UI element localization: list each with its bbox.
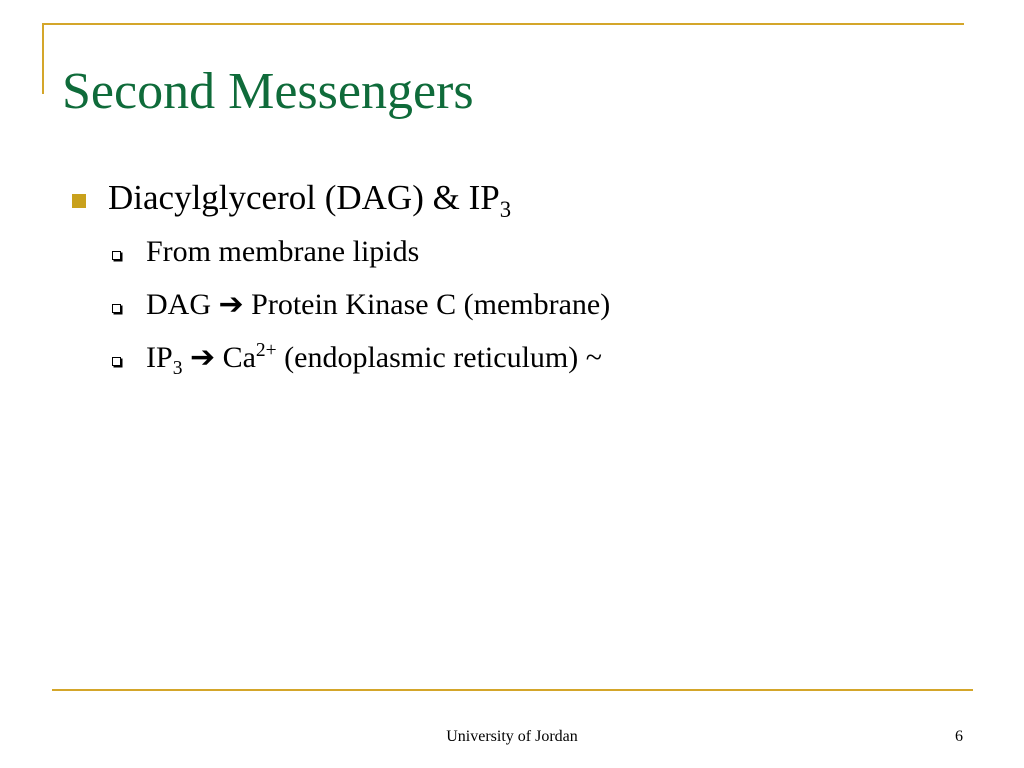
main-bullet-text: [108, 178, 512, 222]
top-accent-rule: [42, 23, 964, 25]
sub-bullet-lead-subscript: 3: [172, 357, 183, 379]
footer-accent-rule: [52, 689, 973, 691]
sub-bullet-rest: (endoplasmic reticulum) ~: [284, 341, 602, 374]
right-arrow-icon: ➔: [218, 288, 244, 321]
main-bullet-subscript: 3: [499, 196, 512, 222]
slide-title: Second Messengers: [62, 63, 474, 120]
sub-bullet-target: Ca: [222, 341, 256, 374]
hollow-square-bullet-icon: [112, 304, 121, 313]
sub-bullet-text: [146, 340, 602, 379]
sub-bullet-rest: Protein Kinase C (membrane): [251, 288, 611, 321]
filled-square-bullet-icon: [72, 194, 86, 208]
sub-bullet-text: [146, 290, 610, 320]
sub-bullet-lead: DAG: [146, 288, 211, 321]
footer-organization: University of Jordan: [446, 728, 578, 745]
page-number: 6: [955, 728, 963, 745]
left-accent-rule: [42, 23, 44, 94]
sub-bullet-text: From membrane lipids: [146, 235, 420, 268]
hollow-square-bullet-icon: [112, 251, 121, 260]
sub-bullet-target-superscript: 2+: [255, 340, 277, 362]
hollow-square-bullet-icon: [112, 357, 121, 366]
main-bullet-label: Diacylglycerol (DAG) & IP: [108, 178, 500, 217]
right-arrow-icon: ➔: [189, 341, 216, 374]
sub-bullet-lead: IP: [146, 341, 173, 374]
